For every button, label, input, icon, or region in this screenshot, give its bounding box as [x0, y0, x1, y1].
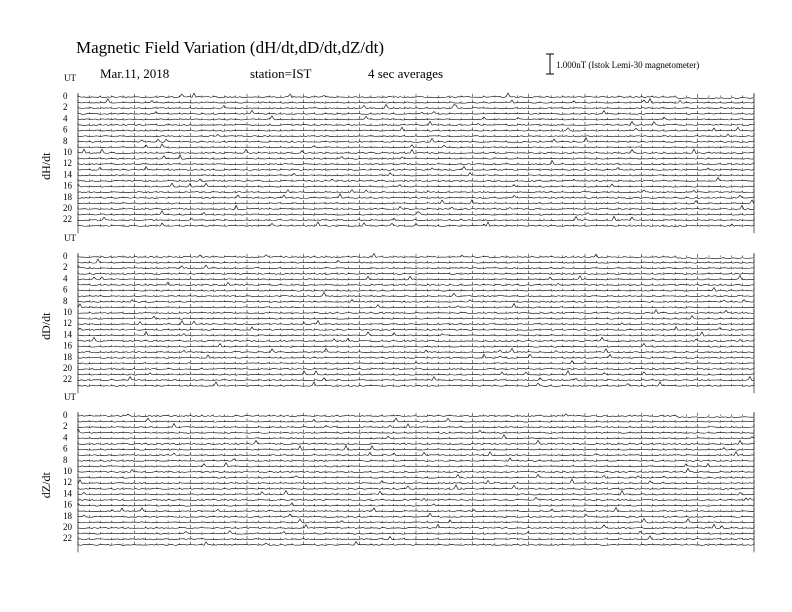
panel-dD-dt	[39, 233, 754, 393]
hour-label: 4	[63, 432, 68, 443]
panel-ylabel: dZ/dt	[39, 472, 53, 499]
hour-label: 16	[63, 499, 72, 510]
hour-label: 12	[63, 477, 72, 488]
hour-label: 16	[63, 340, 72, 351]
hour-label: 20	[63, 363, 72, 373]
hour-label: 18	[63, 510, 72, 521]
hour-label: 16	[63, 180, 72, 191]
hour-label: 10	[63, 307, 72, 317]
hour-label: 12	[63, 158, 72, 169]
hour-label: 12	[63, 318, 72, 329]
hour-label: 0	[63, 410, 68, 420]
hour-label: 10	[63, 147, 72, 157]
hour-label: 6	[63, 124, 68, 135]
station-label: station=IST	[250, 66, 312, 81]
hour-label: 4	[63, 273, 68, 284]
hour-label: 14	[63, 488, 72, 499]
hour-label: 0	[63, 91, 68, 101]
hour-label: 8	[63, 295, 68, 306]
hour-label: 2	[63, 102, 68, 113]
hour-label: 2	[63, 421, 68, 432]
panel-ylabel: dH/dt	[39, 152, 53, 180]
scale-bar	[546, 54, 554, 74]
hour-label: 20	[63, 522, 72, 532]
hour-label: 2	[63, 262, 68, 273]
hour-label: 20	[63, 203, 72, 213]
hour-label: 8	[63, 135, 68, 146]
ut-axis-label: UT	[64, 233, 76, 243]
hour-label: 22	[63, 533, 72, 544]
chart-title: Magnetic Field Variation (dH/dt,dD/dt,dZ/dt)	[76, 38, 385, 57]
hour-label: 4	[63, 113, 68, 124]
hour-label: 8	[63, 454, 68, 465]
scale-bar-label: 1.000nT (Istok Lemi-30 magnetometer)	[556, 60, 700, 70]
hour-label: 14	[63, 169, 72, 180]
hour-label: 0	[63, 251, 68, 261]
averages-label: 4 sec averages	[368, 66, 444, 81]
hour-label: 6	[63, 284, 68, 295]
ut-axis-label: UT	[64, 392, 76, 402]
panel-dH-dt	[39, 73, 754, 233]
ut-axis-label: UT	[64, 73, 76, 83]
hour-label: 22	[63, 214, 72, 225]
hour-label: 14	[63, 329, 72, 340]
panel-dZ-dt	[39, 392, 754, 552]
hour-label: 18	[63, 351, 72, 362]
hour-label: 18	[63, 191, 72, 202]
hour-label: 10	[63, 466, 72, 476]
hour-label: 22	[63, 374, 72, 385]
hour-label: 6	[63, 443, 68, 454]
panel-ylabel: dD/dt	[39, 312, 53, 340]
date-label: Mar.11, 2018	[100, 66, 170, 81]
